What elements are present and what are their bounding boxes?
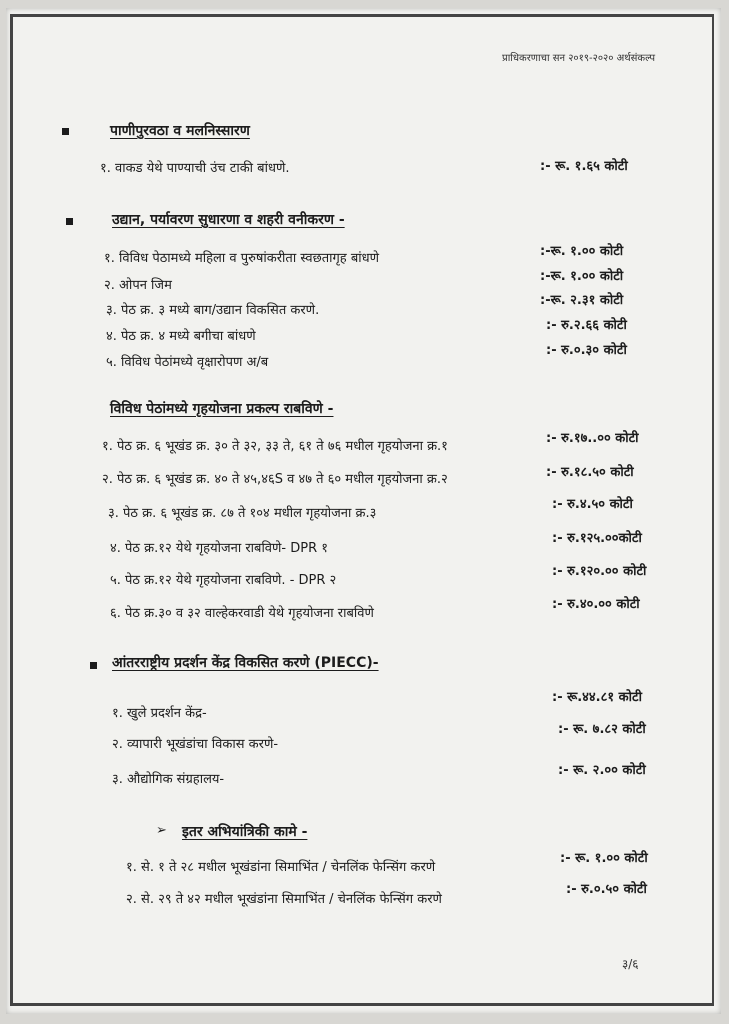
arrow-bullet-icon: ➢ xyxy=(156,823,167,838)
page-number: ३/६ xyxy=(622,957,639,971)
bullet-icon xyxy=(66,218,73,225)
section-heading: इतर अभियांत्रिकी कामे - xyxy=(182,824,308,840)
amount: :- रू. २.०० कोटी xyxy=(558,763,646,778)
list-item: ६. पेठ क्र.३० व ३२ वाल्हेकरवाडी येथे गृहयोजना राबविणे xyxy=(110,606,374,621)
list-item: ३. पेठ क्र. ३ मध्ये बाग/उद्यान विकसित करणे. xyxy=(106,303,320,318)
list-item: ३. औद्योगिक संग्रहालय- xyxy=(112,772,225,787)
amount: :- रु.४०.०० कोटी xyxy=(552,597,640,612)
amount: :- रू. १.०० कोटी xyxy=(560,851,648,866)
amount: :- रू. १.६५ कोटी xyxy=(540,159,628,174)
list-item: १. खुले प्रदर्शन केंद्र- xyxy=(112,706,207,721)
list-item: ४. पेठ क्र. ४ मध्ये बगीचा बांधणे xyxy=(106,329,256,344)
document-header: प्राधिकरणाचा सन २०१९-२०२० अर्थसंकल्प xyxy=(502,53,656,64)
amount: :- रु.४.५० कोटी xyxy=(552,497,633,512)
list-item: ४. पेठ क्र.१२ येथे गृहयोजना राबविणे- DPR १ xyxy=(110,541,329,556)
section-heading: आंतरराष्ट्रीय प्रदर्शन केंद्र विकसित करणे (PIECC)- xyxy=(112,655,379,671)
list-item: १. से. १ ते २८ मधील भूखंडांना सिमाभिंत / चेनलिंक फेन्सिंग करणे xyxy=(126,860,436,875)
bullet-icon xyxy=(90,662,97,669)
amount: :-रू. १.०० कोटी xyxy=(540,244,624,259)
amount: :- रु.१७..०० कोटी xyxy=(546,431,639,446)
amount: :- रु.०.३० कोटी xyxy=(546,343,627,358)
list-item: १. विविध पेठामध्ये महिला व पुरुषांकरीता स्वछतागृह बांधणे xyxy=(104,251,380,266)
amount: :- रु.१२५.००कोटी xyxy=(552,531,642,546)
list-item: २. से. २९ ते ४२ मधील भूखंडांना सिमाभिंत / चेनलिंक फेन्सिंग करणे xyxy=(126,892,442,907)
list-item: २. पेठ क्र. ६ भूखंड क्र. ४० ते ४५,४६S व ४७ ते ६० मधील गृहयोजना क्र.२ xyxy=(102,472,448,487)
bullet-icon xyxy=(62,128,69,135)
section-heading: पाणीपुरवठा व मलनिस्सारण xyxy=(110,123,250,139)
list-item: ३. पेठ क्र. ६ भूखंड क्र. ८७ ते १०४ मधील गृहयोजना क्र.३ xyxy=(108,506,377,521)
list-item: २. ओपन जिम xyxy=(104,278,172,293)
amount: :- रू.४४.८१ कोटी xyxy=(552,690,642,705)
amount: :-रू. १.०० कोटी xyxy=(540,269,624,284)
amount: :- रु.१२०.०० कोटी xyxy=(552,564,647,579)
amount: :- रू. ७.८२ कोटी xyxy=(558,722,646,737)
amount: :- रु.२.६६ कोटी xyxy=(546,318,627,333)
list-item: ५. पेठ क्र.१२ येथे गृहयोजना राबविणे. - DPR २ xyxy=(110,573,337,588)
list-item: ५. विविध पेठांमध्ये वृक्षारोपण अ/ब xyxy=(106,355,269,370)
list-item: १. पेठ क्र. ६ भूखंड क्र. ३० ते ३२, ३३ ते, ६१ ते ७६ मधील गृहयोजना क्र.१ xyxy=(102,439,448,454)
list-item: २. व्यापारी भूखंडांचा विकास करणे- xyxy=(112,737,279,752)
amount: :- रु.१८.५० कोटी xyxy=(546,465,634,480)
list-item: १. वाकड येथे पाण्याची उंच टाकी बांधणे. xyxy=(100,161,290,176)
amount: :- रु.०.५० कोटी xyxy=(566,882,647,897)
section-heading: उद्यान, पर्यावरण सुधारणा व शहरी वनीकरण - xyxy=(112,212,345,228)
amount: :-रू. २.३१ कोटी xyxy=(540,293,624,308)
section-heading: विविध पेठांमध्ये गृहयोजना प्रकल्प राबविणे - xyxy=(110,401,334,417)
